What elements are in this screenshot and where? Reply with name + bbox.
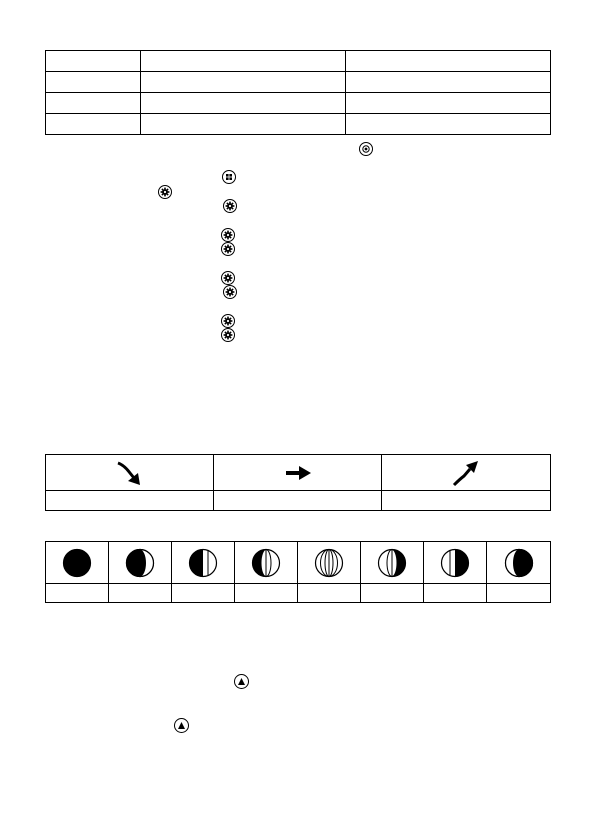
table-row: [46, 114, 551, 135]
moon-phase-label: [172, 584, 235, 603]
gear-icon: [223, 199, 237, 213]
arrow-right-icon: [284, 465, 312, 481]
table-cell: [46, 93, 141, 114]
moon-phase-label: [424, 584, 487, 603]
gear-icon: [221, 328, 235, 342]
table-row: [46, 455, 551, 491]
gear-icon: [223, 285, 237, 299]
gear-icon: [221, 314, 235, 328]
table-row: [46, 491, 551, 511]
trend-label: [46, 491, 214, 511]
moon-phase-first-quarter-icon: [188, 548, 218, 578]
table-cell: [141, 93, 346, 114]
triangle-up-icon: [234, 674, 249, 689]
table-cell: [346, 93, 551, 114]
moon-phase-label: [109, 584, 172, 603]
arrow-down-right-icon: [116, 459, 144, 487]
moon-phase-waning-gibbous-icon: [377, 548, 407, 578]
moon-phase-label: [361, 584, 424, 603]
table-cell: [346, 114, 551, 135]
table-cell: [346, 72, 551, 93]
moon-phase-table: [45, 541, 551, 603]
moon-phase-waxing-crescent-icon: [125, 548, 155, 578]
moon-phase-full-icon: [314, 548, 344, 578]
table-row: [46, 542, 551, 584]
gear-icon: [221, 242, 235, 256]
table-cell: [141, 72, 346, 93]
arrow-up-right-icon: [452, 459, 480, 487]
moon-phase-waxing-gibbous-icon: [251, 548, 281, 578]
table-row: [46, 93, 551, 114]
table-cell: [346, 51, 551, 72]
gear-icon: [158, 185, 172, 199]
trend-table: [45, 454, 551, 511]
table-row: [46, 584, 551, 603]
moon-phase-label: [235, 584, 298, 603]
table-cell: [46, 114, 141, 135]
moon-phase-label: [46, 584, 109, 603]
moon-phase-label: [487, 584, 551, 603]
trend-label: [214, 491, 382, 511]
trend-label: [382, 491, 551, 511]
moon-phase-waning-crescent-icon: [504, 548, 534, 578]
record-icon: [359, 142, 373, 156]
top-table: [45, 50, 551, 135]
table-row: [46, 51, 551, 72]
gear-icon: [221, 271, 235, 285]
triangle-up-icon: [174, 718, 189, 733]
moon-phase-last-quarter-icon: [440, 548, 470, 578]
table-cell: [46, 51, 141, 72]
gear-icon: [221, 228, 235, 242]
table-cell: [141, 114, 346, 135]
moon-phase-label: [298, 584, 361, 603]
grid-icon: [222, 170, 236, 184]
table-cell: [141, 51, 346, 72]
table-cell: [46, 72, 141, 93]
table-row: [46, 72, 551, 93]
moon-phase-new-icon: [62, 548, 92, 578]
